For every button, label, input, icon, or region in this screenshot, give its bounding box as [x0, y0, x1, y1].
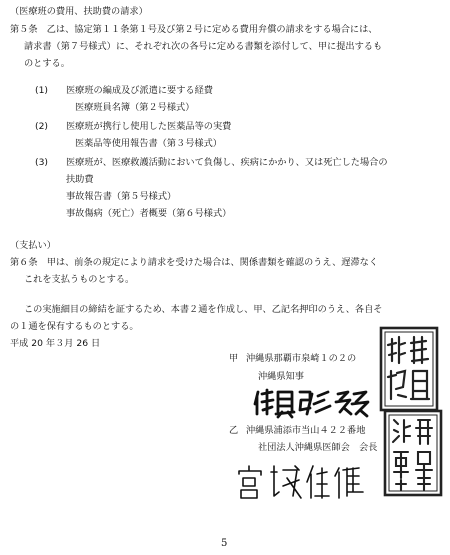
closing-line: この実施細目の締結を証するため、本書２通を作成し、甲、乙記名押印のうえ、各自そ — [24, 304, 383, 315]
item-number: (2) — [35, 121, 49, 132]
article5-line: のとする。 — [24, 58, 70, 69]
party-a-title: 沖縄県知事 — [258, 371, 304, 382]
party-b-signature — [235, 462, 375, 502]
item-number: (1) — [35, 85, 49, 96]
party-a-signature — [252, 386, 372, 418]
item-text-continued: 扶助費 — [66, 174, 94, 185]
party-a-address: 沖縄県那覇市泉崎１の２の — [246, 353, 357, 364]
article6-line: 第６条 甲は、前条の規定により請求を受けた場合は、関係書類を確認のうえ、遅滞なく — [10, 257, 379, 268]
article5-line: 第５条 乙は、協定第１１条第１号及び第２号に定める費用弁償の請求をする場合には、 — [10, 24, 378, 35]
page-number: 5 — [221, 538, 228, 549]
closing-line: の１通を保有するものとする。 — [10, 321, 139, 332]
article6-line: これを支払うものとする。 — [24, 274, 135, 285]
item-document: 医療班員名簿（第２号様式） — [75, 102, 195, 113]
party-b-label: 乙 — [229, 425, 239, 436]
item-text: 医療班が、医療救護活動において負傷し、疾病にかかり、又は死亡した場合の — [66, 157, 388, 168]
item-document: 事故報告書（第５号様式） — [66, 191, 177, 202]
party-a-label: 甲 — [229, 353, 239, 364]
party-b-seal — [382, 408, 444, 498]
agreement-date: 平成 20 年３月 26 日 — [10, 338, 101, 349]
item-text: 医療班が携行し使用した医薬品等の実費 — [66, 121, 232, 132]
article6-heading: （支払い） — [10, 240, 56, 251]
item-text: 医療班の編成及び派遣に要する経費 — [66, 85, 213, 96]
party-b-title: 社団法人沖縄県医師会 会長 — [258, 442, 378, 453]
article5-line: 請求書（第７号様式）に、それぞれ次の各号に定める書類を添付して、甲に提出するも — [24, 41, 383, 52]
item-number: (3) — [35, 157, 49, 168]
item-document: 医薬品等使用報告書（第３号様式） — [75, 138, 222, 149]
party-b-address: 沖縄県浦添市当山４２２番地 — [246, 425, 366, 436]
article5-heading: （医療班の費用、扶助費の請求） — [10, 6, 148, 17]
item-document: 事故傷病（死亡）者概要（第６号様式） — [66, 208, 232, 219]
party-a-seal — [378, 325, 440, 413]
